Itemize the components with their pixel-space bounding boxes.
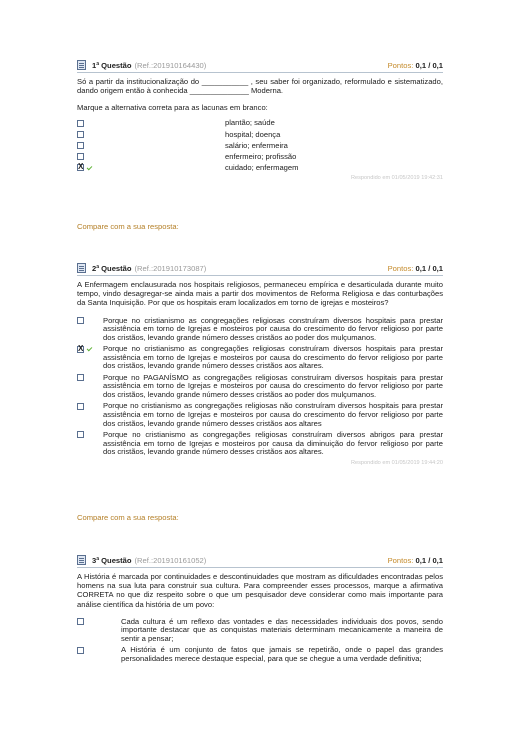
points: Pontos: 0,1 / 0,1 (387, 556, 443, 565)
checkbox[interactable] (77, 374, 84, 381)
question-ref: (Ref.:201910164430) (134, 61, 207, 70)
question-3 (77, 555, 443, 666)
checkbox-marked[interactable] (77, 346, 84, 353)
question-header (77, 555, 443, 568)
question-stem: A História é marcada por continuidades e descontinuidades que mostram as dificuldades encontradas pelos homens na sua luta para construir sua cultura. Para compreender esses processos, marque a afirmativa CORRETA no que diz respeito sobre o que um pesquisador deve considerar como mais importante para análise científica da história de um povo: (77, 572, 443, 609)
option-2[interactable]: X Porque no cristianismo as congregações religiosas construíram diversos hospitais para prestar assistência em torno de Igrejas e mosteiros por causa do crescimento do fervor religioso por parte dos cristãos, levando grande número desses cristãos aos altares. (77, 345, 443, 371)
question-header (77, 60, 443, 73)
options-list (77, 618, 443, 664)
checkbox-marked[interactable] (77, 164, 84, 171)
points: Pontos: 0,1 / 0,1 (387, 264, 443, 273)
question-instruction: Marque a alternativa correta para as lacunas em branco: (77, 103, 268, 113)
document-icon (77, 555, 86, 565)
option-2[interactable]: A História é um conjunto de fatos que jamais se repetirão, onde o papel das grandes personalidades merece destaque especial, para que se chegue a uma verdade definitiva; (77, 646, 443, 663)
checkbox[interactable] (77, 647, 84, 654)
option-1[interactable]: Cada cultura é um reflexo das vontades e das necessidades individuais dos povos, sendo importante destacar que as conquistas materiais determinam mecanicamente a maneira de sentir a pensar; (77, 618, 443, 644)
checkbox[interactable] (77, 317, 84, 324)
checkbox[interactable] (77, 618, 84, 625)
question-ref: (Ref.:201910173087) (134, 264, 207, 273)
checkbox[interactable] (77, 120, 84, 127)
option-4[interactable]: enfermeiro; profissão (77, 153, 443, 162)
question-header (77, 263, 443, 276)
question-1 (77, 60, 443, 181)
question-label: 3ª Questão (92, 556, 132, 565)
option-4[interactable]: Porque no cristianismo as congregações religiosas não construíram diversos hospitais para prestar assistência em torno de Igrejas e mosteiros por causa do crescimento do fervor religioso por parte dos cristãos, levando grande número desses cristãos aos altares (77, 402, 443, 428)
option-5[interactable]: Porque no cristianismo as congregações religiosas construíram diversos abrigos para prestar assistência em torno de Igrejas e mosteiros por causa da diminuição do fervor religioso por parte dos cristãos, levando grande número desses cristãos aos altares. (77, 431, 443, 457)
question-stem: A Enfermagem enclausurada nos hospitais religiosos, permaneceu empírica e desarticulada durante muito tempo, vindo desagregar-se ainda mais a partir dos movimentos de Reforma Religiosa e das conturbações da Santa Inquisição. Por que os hospitais eram localizados em torno de igrejas e mosteiros? (77, 280, 443, 308)
answered-timestamp: Respondido em 01/05/2019 19:44:20 (350, 459, 443, 466)
options-list (77, 119, 443, 172)
option-1[interactable]: plantão; saúde (77, 119, 443, 128)
option-1[interactable]: Porque no cristianismo as congregações religiosas construíram diversos hospitais para prestar assistência em torno de Igrejas e mosteiros por causa do crescimento do fervor religioso por parte dos cristãos, levando grande número desses cristãos ao poder dos mulçumanos. (77, 317, 443, 343)
option-3[interactable]: Porque no PAGANÍSMO as congregações religiosas construíram diversos hospitais para prestar assistência em torno de Igrejas e mosteiros por causa do crescimento do fervor religioso por parte dos cristãos, levando grande número desses cristãos ao poder dos mulçumanos. (77, 374, 443, 400)
compare-link[interactable]: Compare com a sua resposta: (77, 513, 179, 522)
compare-link[interactable]: Compare com a sua resposta: (77, 222, 179, 231)
answered-timestamp: Respondido em 01/05/2019 19:42:31 (350, 174, 443, 181)
options-list (77, 317, 443, 457)
checkbox[interactable] (77, 431, 84, 438)
checkbox[interactable] (77, 403, 84, 410)
option-3[interactable]: salário; enfermeira (77, 142, 443, 151)
document-icon (77, 263, 86, 273)
correct-check-icon (87, 346, 93, 352)
correct-check-icon (87, 164, 93, 170)
question-stem: Só a partir da institucionalização do ___________ , seu saber foi organizado, reformulado e sistematizado, dando origem então à conhecida ______________ Moderna. (77, 77, 443, 96)
document-icon (77, 60, 86, 70)
question-label: 2ª Questão (92, 264, 132, 273)
checkbox[interactable] (77, 142, 84, 149)
option-2[interactable]: hospital; doença (77, 131, 443, 140)
option-5[interactable]: X cuidado; enfermagem (77, 164, 443, 173)
question-label: 1ª Questão (92, 61, 132, 70)
checkbox[interactable] (77, 153, 84, 160)
checkbox[interactable] (77, 131, 84, 138)
points: Pontos: 0,1 / 0,1 (387, 61, 443, 70)
question-2 (77, 263, 443, 466)
question-ref: (Ref.:201910161052) (134, 556, 207, 565)
